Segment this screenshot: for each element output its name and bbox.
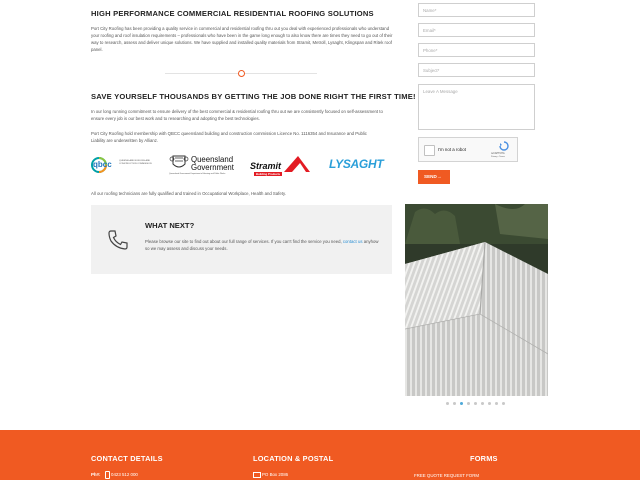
recaptcha-icon	[499, 141, 509, 151]
section-body-technicians: All our roofing technicians are fully qualified and trained in Occupational Workplace, Health and Safety.	[91, 191, 286, 196]
name-field[interactable]: Name*	[418, 3, 535, 17]
footer-mail-icon	[253, 472, 261, 478]
slider-dot[interactable]	[446, 402, 449, 405]
slider-dot[interactable]	[453, 402, 456, 405]
qbcc-logo	[91, 157, 159, 175]
footer-forms-title: FORMS	[470, 454, 498, 463]
divider-dot	[238, 70, 245, 77]
what-next-body	[145, 238, 381, 252]
slider-dots	[446, 402, 509, 406]
slider-dot[interactable]	[481, 402, 484, 405]
footer-phone-value[interactable]: 0423 512 000	[111, 472, 138, 477]
qbcc-subtext: QUEENSLAND BUILDING AND CONSTRUCTION COMMISSION	[119, 160, 152, 165]
qld-title: Queensland	[191, 155, 234, 164]
section-body-membership: Port City Roofing hold membership with QBCC queensland building and construction commission Licence No. 1116354 and Insurance and Public Liability are underwritten by Allianz.	[91, 131, 367, 143]
what-next-text-before: Please browse our site to find out about our full range of services. If you can't find the service you need,	[145, 239, 342, 244]
captcha-label: I'm not a robot	[438, 147, 466, 152]
footer-phone-icon	[105, 471, 110, 479]
subject-field[interactable]: Subject*	[418, 63, 535, 77]
slider-dot[interactable]	[488, 402, 491, 405]
contact-us-link[interactable]: contact us	[342, 239, 363, 244]
slider-dot[interactable]	[474, 402, 477, 405]
roof-photo	[405, 204, 548, 396]
slider-dot[interactable]	[467, 402, 470, 405]
section-title-save: SAVE YOURSELF THOUSANDS BY GETTING THE JOB DONE RIGHT THE FIRST TIME!	[91, 92, 416, 101]
send-arrow-icon: →	[437, 174, 442, 179]
qld-dept: Queensland Government Department of Housing and Public Works	[169, 173, 226, 175]
captcha-terms[interactable]: Privacy - Terms	[491, 156, 505, 158]
section-body-commitment: In our long running commitment to ensure delivery of the best commercial & residential roofing thru out we are consistently focused on self-assessment to ensure every job is our best work and to researching and adopting the best technologies.	[91, 109, 383, 121]
coat-of-arms-icon	[169, 152, 189, 172]
section-body-high-performance: Port City Roofing has been providing a quality service in commercial and residential roofing thru out you deal with experienced professionals who understand your roofing and roof insulation requirements – professionals who have been in the game long enough to also know there are times they need to go out of their way to research, assess and deliver unique solutions. We have supplied and installed quality materials from Stramit, Metroll, Lysaght, Klingspan and Ritek roof panel.	[91, 26, 393, 52]
footer-location-title: LOCATION & POSTAL	[253, 454, 334, 463]
recaptcha-widget	[418, 137, 518, 162]
stramit-logo	[250, 154, 312, 176]
footer-contact-title: CONTACT DETAILS	[91, 454, 163, 463]
send-label: SEND	[424, 174, 437, 179]
footer-forms-item[interactable]: FREE QUOTE REQUEST FORM	[414, 473, 480, 478]
message-field[interactable]: Leave A Message	[418, 84, 535, 130]
footer-po-box: PO Box 2086	[262, 472, 289, 477]
email-field[interactable]: Email*	[418, 23, 535, 37]
roof-photo-slider[interactable]	[405, 204, 548, 396]
slider-dot[interactable]	[495, 402, 498, 405]
phone-icon	[106, 228, 130, 252]
partner-logos	[91, 152, 391, 178]
footer	[0, 430, 640, 480]
qld-subtitle: Government	[191, 163, 234, 172]
lysaght-wordmark: LYSAGHT	[329, 157, 384, 171]
footer-phone-label: Ph#:	[91, 472, 101, 477]
qld-government-logo	[169, 152, 239, 178]
captcha-checkbox[interactable]	[424, 145, 435, 156]
what-next-text-after: anyhow so we may assess and discuss your needs.	[145, 239, 379, 251]
stramit-subtext: Building Products	[256, 172, 281, 176]
section-title-high-performance: HIGH PERFORMANCE COMMERCIAL RESIDENTIAL ROOFING SOLUTIONS	[91, 9, 374, 18]
send-button[interactable]	[418, 170, 450, 184]
what-next-box	[91, 205, 392, 274]
phone-field[interactable]: Phone*	[418, 43, 535, 57]
what-next-title: WHAT NEXT?	[145, 221, 195, 230]
stramit-swoosh-icon	[282, 154, 312, 174]
captcha-brand: reCAPTCHA	[491, 152, 505, 155]
slider-dot[interactable]	[502, 402, 505, 405]
slider-dot[interactable]	[460, 402, 463, 405]
stramit-wordmark: Stramit	[250, 161, 282, 171]
qbcc-wordmark: qbcc	[93, 160, 112, 169]
lysaght-logo	[328, 155, 390, 175]
